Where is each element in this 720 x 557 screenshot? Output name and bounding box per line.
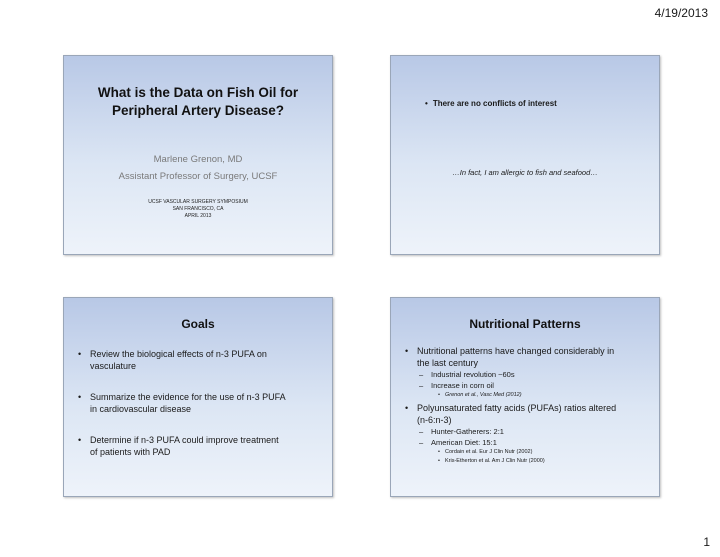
list-item <box>405 448 655 457</box>
list-item <box>405 369 655 380</box>
bullet-icon: • <box>78 435 82 445</box>
bullet-icon: • <box>438 392 440 398</box>
bullet-icon: • <box>425 99 428 108</box>
page-number: 1 <box>703 535 710 549</box>
goals-title: Goals <box>181 317 215 331</box>
slide-title-heading <box>64 84 332 120</box>
bullet-icon: • <box>78 349 82 359</box>
nutritional-list <box>405 345 655 466</box>
bullet-icon: • <box>438 449 440 455</box>
dash-icon: – <box>419 370 424 379</box>
list-item <box>405 380 655 391</box>
list-item <box>78 348 318 372</box>
slide-conflicts <box>390 55 660 255</box>
title-line-2: Peripheral Artery Disease? <box>111 103 285 118</box>
sub-bullet-text: Increase in corn oil <box>431 381 494 390</box>
dash-icon: – <box>419 381 424 390</box>
bullet-text: the last century <box>417 358 479 368</box>
bullet-icon: • <box>405 403 409 413</box>
author-block <box>64 151 332 185</box>
dash-icon: – <box>419 427 424 436</box>
reference-text: Grenon et al., Vasc Med (2012) <box>445 392 522 398</box>
goal-line: in cardiovascular disease <box>90 404 192 414</box>
title-line-1: What is the Data on Fish Oil for <box>97 85 299 100</box>
bullet-icon: • <box>438 458 440 464</box>
bullet-icon: • <box>78 392 82 402</box>
allergy-note: …In fact, I am allergic to fish and seafood… <box>452 168 598 177</box>
goal-line: vasculature <box>90 361 137 371</box>
conflict-bullet <box>425 99 557 108</box>
bullet-text: Polyunsaturated fatty acids (PUFAs) ratios altered <box>417 403 617 413</box>
slide-goals <box>63 297 333 497</box>
symposium-date: APRIL 2013 <box>184 213 212 219</box>
slide-title <box>63 55 333 255</box>
sub-bullet-text: Industrial revolution ~60s <box>431 370 515 379</box>
list-item <box>405 437 655 448</box>
sub-bullet-text: American Diet: 15:1 <box>431 438 497 447</box>
author-position: Assistant Professor of Surgery, UCSF <box>118 171 278 182</box>
sub-bullet-text: Hunter-Gatherers: 2:1 <box>431 427 504 436</box>
reference-text: Kris-Etherton et al. Am J Clin Nutr (2000) <box>445 458 545 464</box>
list-item <box>405 402 655 426</box>
goal-line: Summarize the evidence for the use of n-3 PUFA <box>90 392 286 402</box>
list-item <box>78 391 318 415</box>
reference-text: Cordain et al. Eur J Clin Nutr (2002) <box>445 449 533 455</box>
goal-line: Review the biological effects of n-3 PUFA on <box>90 349 267 359</box>
page-date: 4/19/2013 <box>654 6 708 20</box>
nutritional-title: Nutritional Patterns <box>469 317 581 331</box>
list-item <box>405 345 655 369</box>
symposium-info <box>64 199 332 220</box>
author-name: Marlene Grenon, MD <box>153 154 243 165</box>
bullet-icon: • <box>405 346 409 356</box>
list-item <box>78 434 318 458</box>
conflict-text: There are no conflicts of interest <box>432 99 557 108</box>
slide-nutritional-patterns <box>390 297 660 497</box>
symposium-location: SAN FRANCISCO, CA <box>172 206 224 212</box>
goals-list <box>78 348 318 477</box>
bullet-text: Nutritional patterns have changed considerably in <box>417 346 615 356</box>
goal-line: Determine if n-3 PUFA could improve treatment <box>90 435 279 445</box>
list-item <box>405 426 655 437</box>
bullet-text: (n-6:n-3) <box>417 415 452 425</box>
list-item <box>405 391 655 400</box>
dash-icon: – <box>419 438 424 447</box>
list-item <box>405 457 655 466</box>
symposium-name: UCSF VASCULAR SURGERY SYMPOSIUM <box>148 199 248 205</box>
goal-line: of patients with PAD <box>90 447 171 457</box>
